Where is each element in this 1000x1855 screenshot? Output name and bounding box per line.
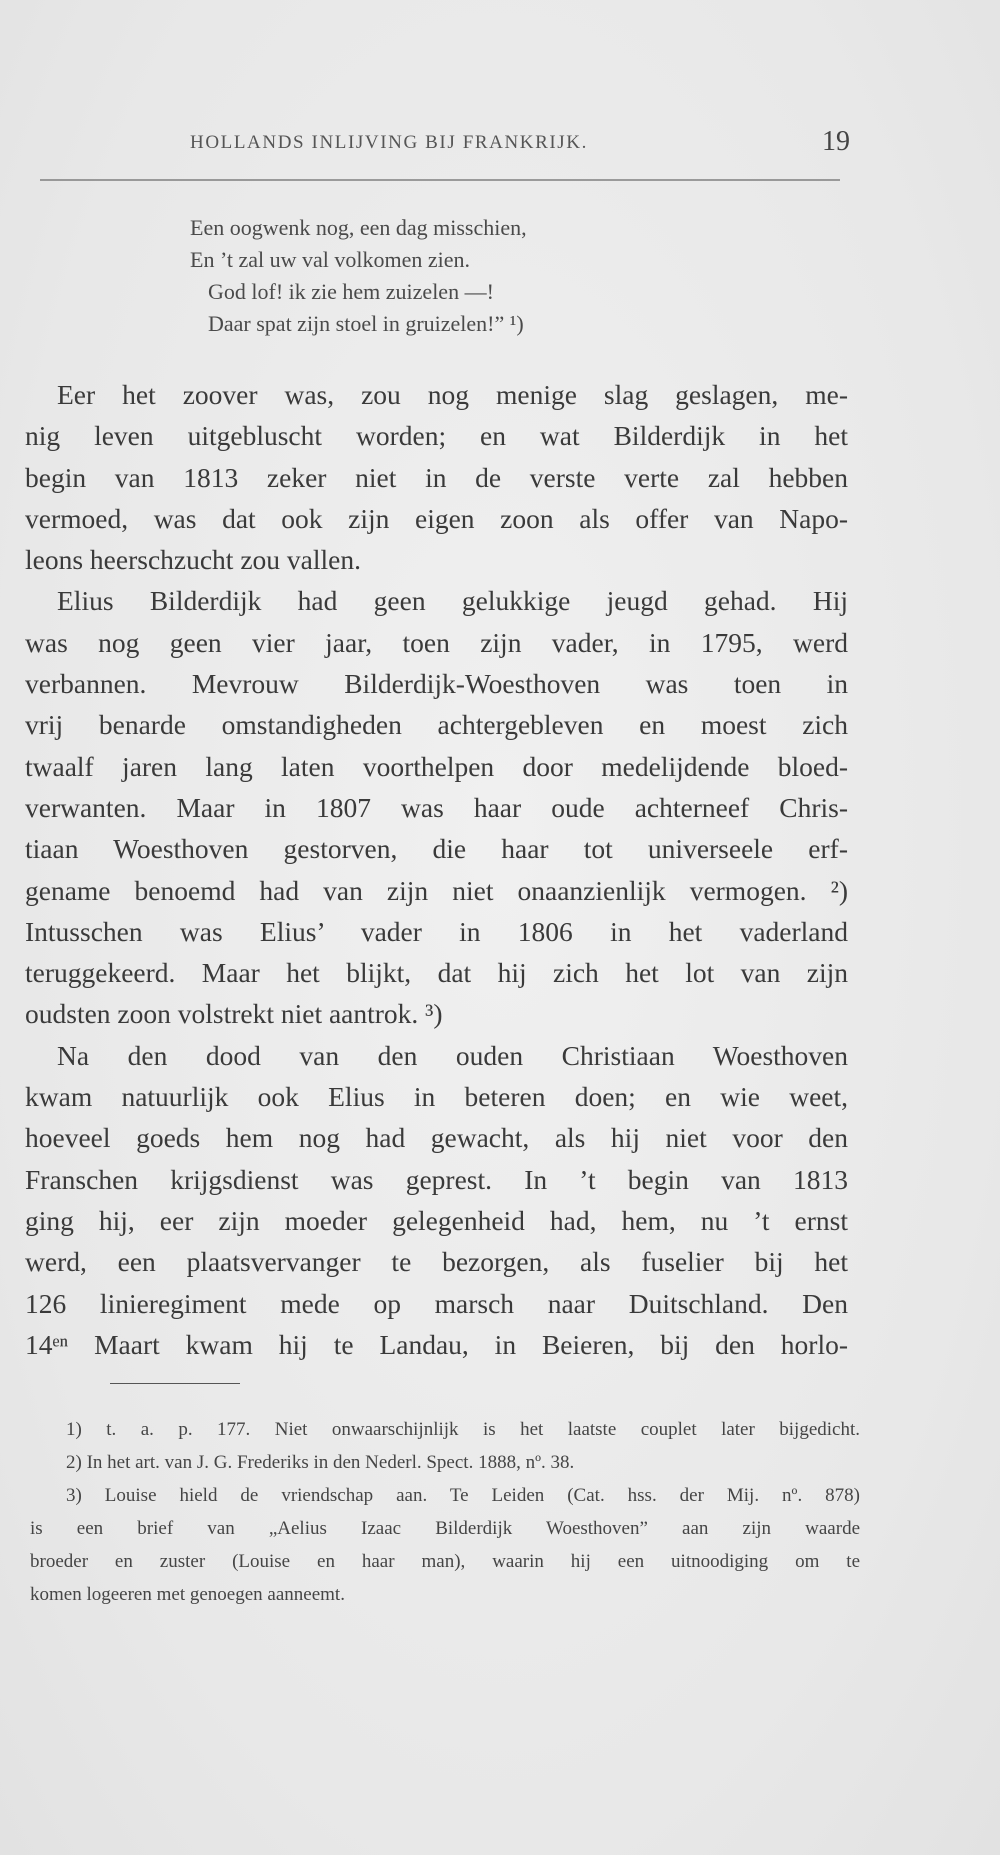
text-line: verwanten. Maar in 1807 was haar oude achterneef Chris- <box>25 791 848 823</box>
text-line: Franschen krijgsdienst was geprest. In ’t begin van 1813 <box>25 1163 848 1195</box>
text-line: twaalf jaren lang laten voorthelpen door medelijdende bloed- <box>25 750 848 782</box>
footnote-divider <box>110 1383 240 1384</box>
footnotes <box>30 1413 860 1611</box>
footnote-line: 3) Louise hield de vriendschap aan. Te Leiden (Cat. hss. der Mij. nº. 878) <box>66 1485 860 1506</box>
text-line: begin van 1813 zeker niet in de verste verte zal hebben <box>25 461 848 493</box>
footnote-line: 2) In het art. van J. G. Frederiks in den Nederl. Spect. 1888, nº. 38. <box>66 1452 575 1473</box>
text-line: 126 linieregiment mede op marsch naar Duitschland. Den <box>25 1287 848 1319</box>
text-line: nig leven uitgebluscht worden; en wat Bilderdijk in het <box>25 420 848 452</box>
text-line: hoeveel goeds hem nog had gewacht, als hij niet voor den <box>25 1122 848 1154</box>
text-line: vermoed, was dat ook zijn eigen zoon als offer van Napo- <box>25 502 848 534</box>
footnote-line: is een brief van „Aelius Izaac Bilderdijk Woesthoven” aan zijn waarde <box>30 1518 860 1539</box>
ornamental-wavy-rule <box>40 174 840 186</box>
footnote-line: broeder en zuster (Louise en haar man), waarin hij een uitnoodiging om te <box>30 1551 860 1572</box>
text-line: was nog geen vier jaar, toen zijn vader, in 1795, werd <box>25 626 848 658</box>
text-line: verbannen. Mevrouw Bilderdijk-Woesthoven was toen in <box>25 668 848 700</box>
text-line: Eer het zoover was, zou nog menige slag geslagen, me- <box>57 379 848 410</box>
page-number: 19 <box>822 126 850 157</box>
verse-block <box>190 212 790 340</box>
text-line: Na den dood van den ouden Christiaan Woesthoven <box>57 1039 848 1071</box>
verse-line: Een oogwenk nog, een dag misschien, <box>190 215 527 240</box>
text-line: kwam natuurlijk ook Elius in beteren doen; en wie weet, <box>25 1081 848 1113</box>
verse-line: God lof! ik zie hem zuizelen —! <box>208 279 494 304</box>
body-text <box>25 374 848 1365</box>
text-line: oudsten zoon volstrekt niet aantrok. ³) <box>25 998 443 1030</box>
text-line: gename benoemd had van zijn niet onaanzienlijk vermogen. ²) <box>25 874 848 906</box>
verse-line: En ’t zal uw val volkomen zien. <box>190 247 471 272</box>
text-line: tiaan Woesthoven gestorven, die haar tot universeele erf- <box>25 833 848 865</box>
running-header <box>190 128 850 168</box>
text-line: Intusschen was Elius’ vader in 1806 in het vaderland <box>25 915 848 947</box>
text-line: teruggekeerd. Maar het blijkt, dat hij zich het lot van zijn <box>25 957 848 989</box>
footnote-line: komen logeeren met genoegen aanneemt. <box>30 1584 345 1605</box>
verse-line: Daar spat zijn stoel in gruizelen!” ¹) <box>208 311 524 336</box>
text-line: werd, een plaatsvervanger te bezorgen, als fuselier bij het <box>25 1246 848 1278</box>
footnote-line: 1) t. a. p. 177. Niet onwaarschijnlijk is het laatste couplet later bijgedicht. <box>66 1419 860 1440</box>
text-line: 14ᵉⁿ Maart kwam hij te Landau, in Beieren, bij den horlo- <box>25 1328 848 1360</box>
running-title: HOLLANDS INLIJVING BIJ FRANKRIJK. <box>190 132 588 153</box>
text-line: Elius Bilderdijk had geen gelukkige jeugd gehad. Hij <box>57 585 848 617</box>
text-line: ging hij, eer zijn moeder gelegenheid had, hem, nu ’t ernst <box>25 1204 848 1236</box>
text-line: leons heerschzucht zou vallen. <box>25 544 361 576</box>
text-line: vrij benarde omstandigheden achtergebleven en moest zich <box>25 709 848 741</box>
